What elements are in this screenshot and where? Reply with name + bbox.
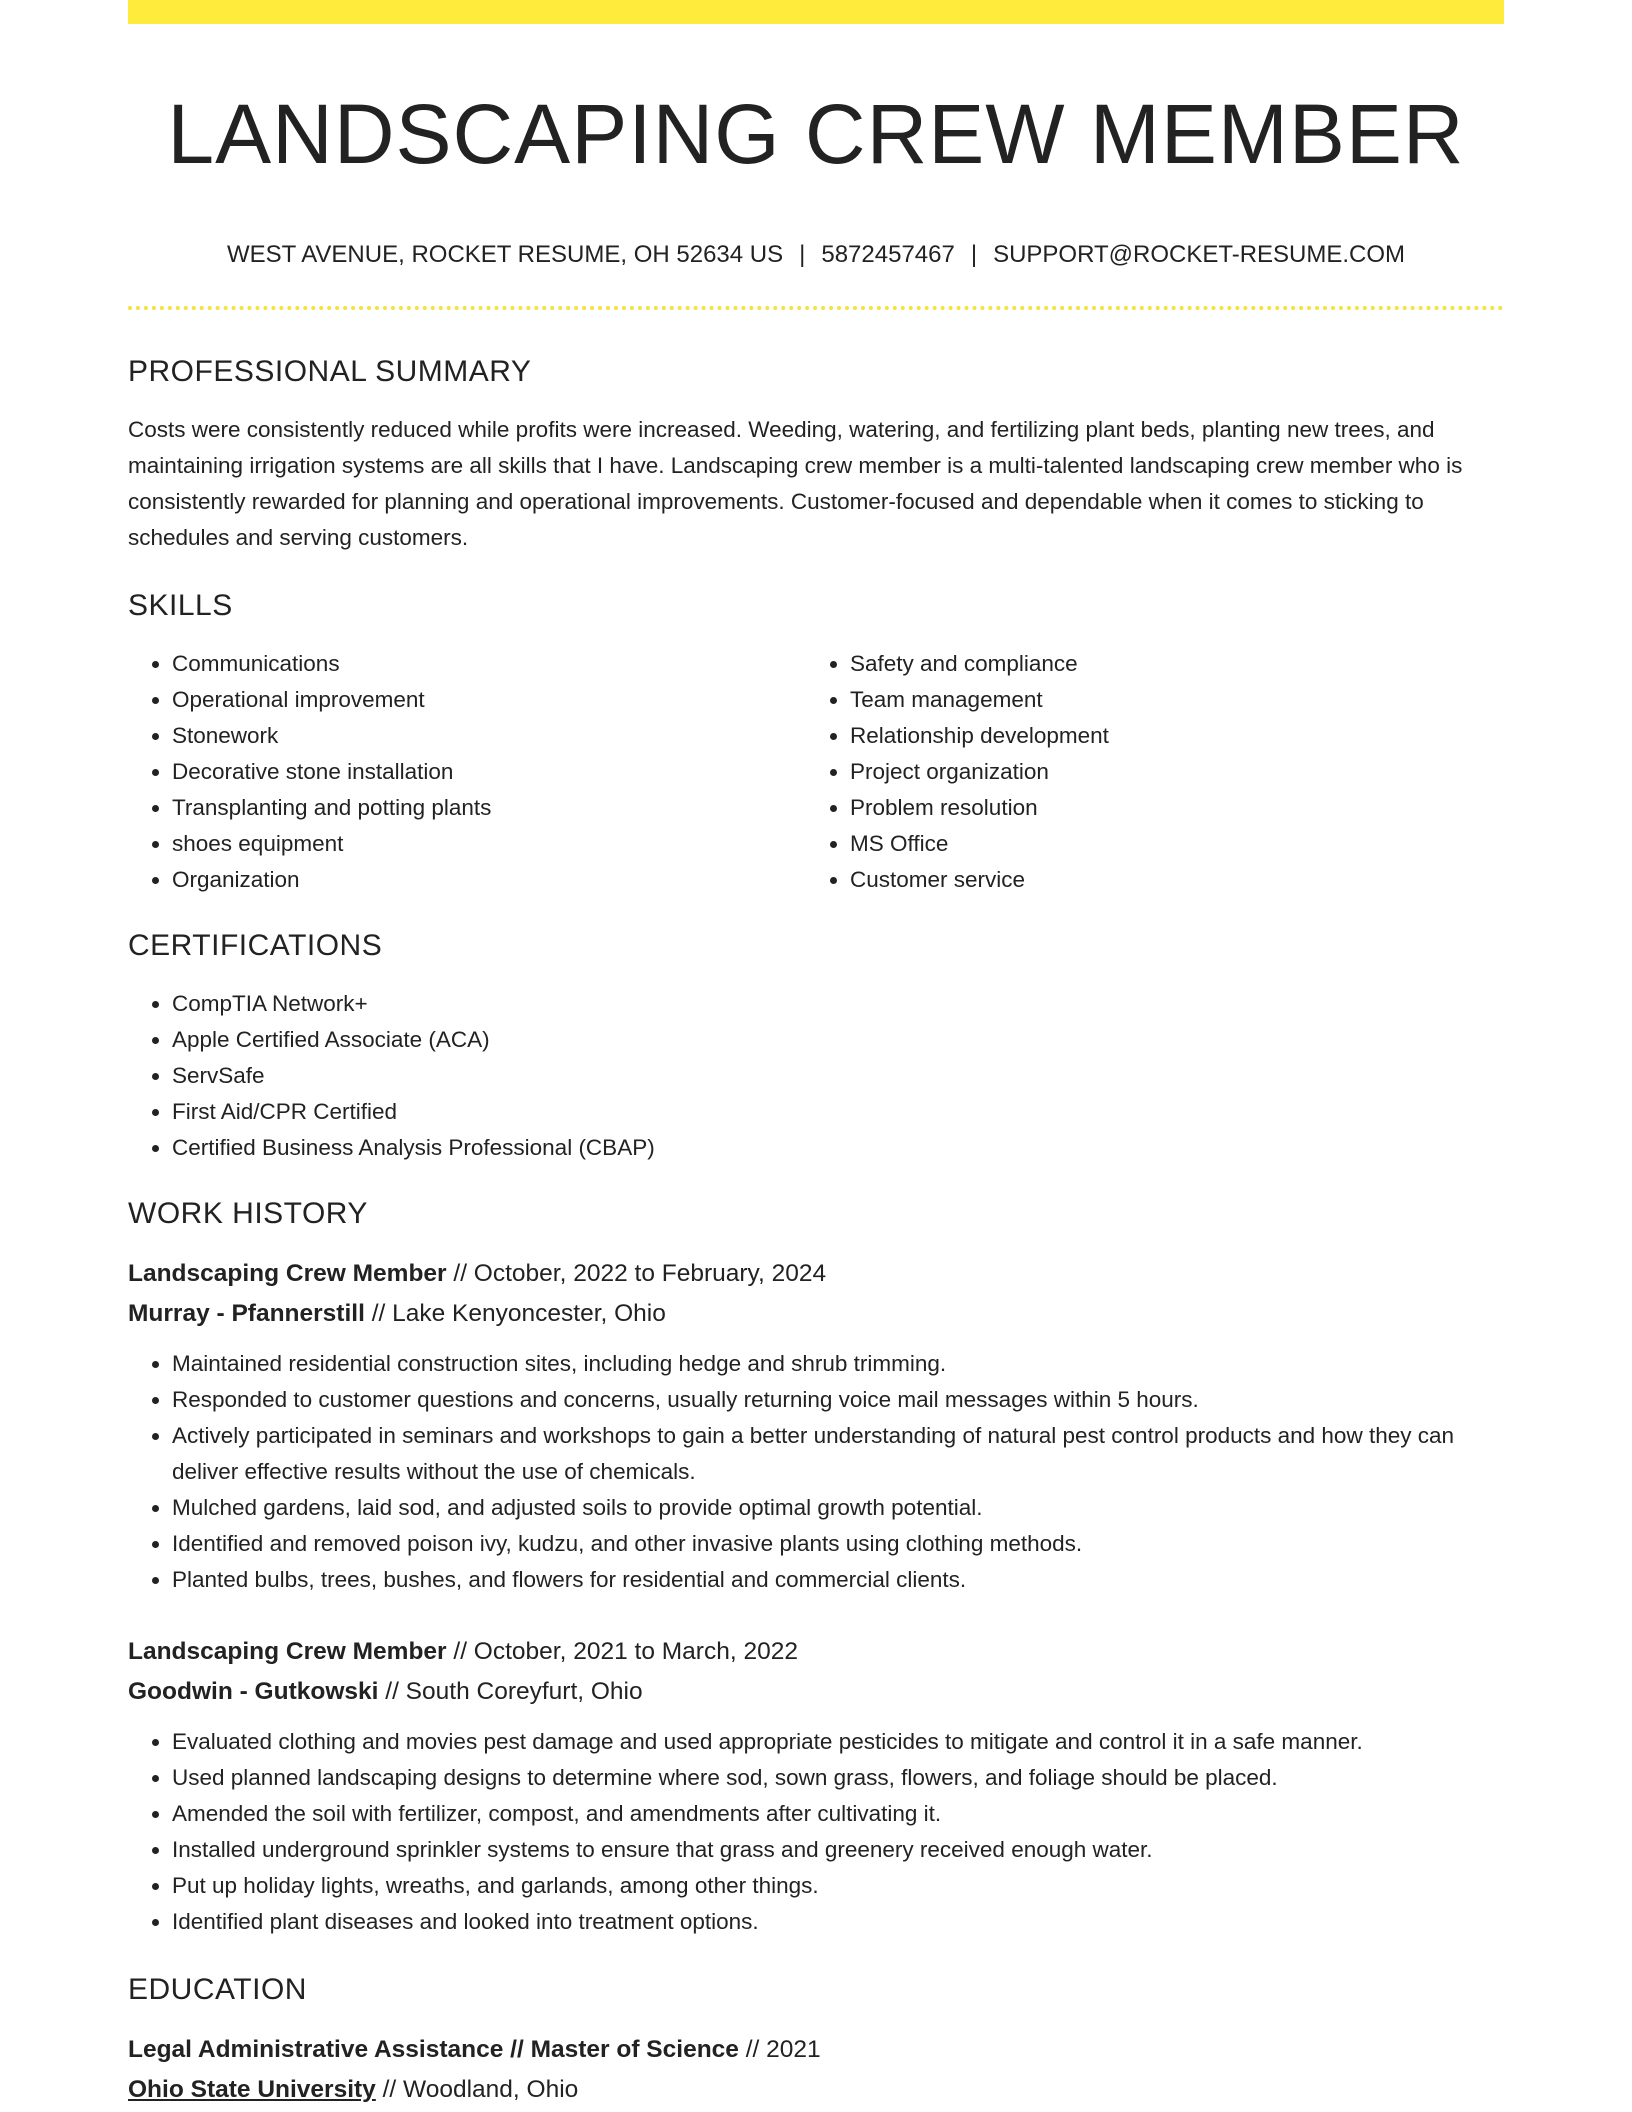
education-degree: Legal Administrative Assistance // Master of Science [128,2036,739,2063]
job-company: Murray - Pfannerstill [128,1300,365,1327]
education-degree-line [128,2030,1504,2070]
job-duty: • Mulched gardens, laid sod, and adjusted soils to provide optimal growth potential. [172,1490,1504,1526]
certification-item: • Apple Certified Associate (ACA) [172,1022,1504,1058]
job-duty: • Identified and removed poison ivy, kudzu, and other invasive plants using clothing methods. [172,1526,1504,1562]
skill-item: • Organization [172,862,806,898]
resume-page [128,0,1504,2110]
dotted-divider [128,306,1504,310]
contact-separator: | [970,241,978,268]
job-duties-list [128,1346,1504,1598]
skill-item: • Stonework [172,718,806,754]
education-heading: EDUCATION [128,1973,307,2006]
certifications-heading: CERTIFICATIONS [128,929,383,962]
education-year: // 2021 [738,2036,821,2063]
job-company-line [128,1294,1504,1334]
job-dates: // October, 2021 to March, 2022 [446,1638,798,1665]
top-accent-bar [128,0,1504,24]
skill-item: • Project organization [850,754,1484,790]
job-company: Goodwin - Gutkowski [128,1678,379,1705]
skill-item: • Problem resolution [850,790,1484,826]
skills-heading: SKILLS [128,589,233,622]
resume-title: LANDSCAPING CREW MEMBER [167,87,1465,181]
education-school-line [128,2070,1504,2110]
certification-item: • CompTIA Network+ [172,986,1504,1022]
summary-heading: PROFESSIONAL SUMMARY [128,355,532,388]
job-duty: • Put up holiday lights, wreaths, and garlands, among other things. [172,1868,1504,1904]
certifications-list [128,986,1504,1166]
job-duty: • Evaluated clothing and movies pest damage and used appropriate pesticides to mitigate and control it in a safe manner. [172,1724,1504,1760]
contact-address: WEST AVENUE, ROCKET RESUME, OH 52634 US [226,241,784,268]
summary-text: Costs were consistently reduced while profits were increased. Weeding, watering, and fertilizing plant beds, planting new trees, and maintaining irrigation systems are all skills that I have. Landscaping crew member is a multi-talented landscaping crew member who is consistently rewarded for planning and operational improvements. Customer-focused and dependable when it comes to sticking to schedules and serving customers. [128,417,1463,550]
certification-item: • ServSafe [172,1058,1504,1094]
skill-item: • shoes equipment [172,826,806,862]
education-entry [128,2030,1504,2110]
job-duty: • Responded to customer questions and concerns, usually returning voice mail messages within 5 hours. [172,1382,1504,1418]
skills-column-left [128,646,806,898]
job-entry [128,1254,1504,1598]
job-role: Landscaping Crew Member [128,1638,447,1665]
skill-item: • Communications [172,646,806,682]
skill-item: • Decorative stone installation [172,754,806,790]
education-school: Ohio State University [128,2076,376,2103]
job-duty: • Planted bulbs, trees, bushes, and flowers for residential and commercial clients. [172,1562,1504,1598]
education-location: // Woodland, Ohio [375,2076,579,2103]
skills-list [128,646,1504,898]
job-dates: // October, 2022 to February, 2024 [446,1260,827,1287]
job-duties-list [128,1724,1504,1940]
skills-column-right [806,646,1484,898]
skill-item: • Relationship development [850,718,1484,754]
certification-item: • Certified Business Analysis Professional (CBAP) [172,1130,1504,1166]
job-entry [128,1632,1504,1940]
contact-phone: 5872457467 [821,241,955,268]
job-location: // Lake Kenyoncester, Ohio [364,1300,666,1327]
job-title-line [128,1632,1504,1672]
skill-item: • Transplanting and potting plants [172,790,806,826]
contact-separator: | [799,241,806,268]
job-duty: • Identified plant diseases and looked into treatment options. [172,1904,1504,1940]
contact-line [128,238,1504,272]
skill-item: • Safety and compliance [850,646,1484,682]
job-duty: • Used planned landscaping designs to determine where sod, sown grass, flowers, and foliage should be placed. [172,1760,1504,1796]
contact-email: SUPPORT@ROCKET-RESUME.COM [993,241,1406,268]
certification-item: • First Aid/CPR Certified [172,1094,1504,1130]
job-duty: • Actively participated in seminars and workshops to gain a better understanding of natural pest control products and how they can deliver effective results without the use of chemicals. [172,1418,1504,1490]
skill-item: • Team management [850,682,1484,718]
skill-item: • Operational improvement [172,682,806,718]
job-duty: • Installed underground sprinkler systems to ensure that grass and greenery received enough water. [172,1832,1504,1868]
skill-item: • MS Office [850,826,1484,862]
job-company-line [128,1672,1504,1712]
work-history-heading: WORK HISTORY [128,1197,368,1230]
job-role: Landscaping Crew Member [128,1260,447,1287]
job-duty: • Amended the soil with fertilizer, compost, and amendments after cultivating it. [172,1796,1504,1832]
job-location: // South Coreyfurt, Ohio [378,1678,643,1705]
skill-item: • Customer service [850,862,1484,898]
job-duty: • Maintained residential construction sites, including hedge and shrub trimming. [172,1346,1504,1382]
job-title-line [128,1254,1504,1294]
